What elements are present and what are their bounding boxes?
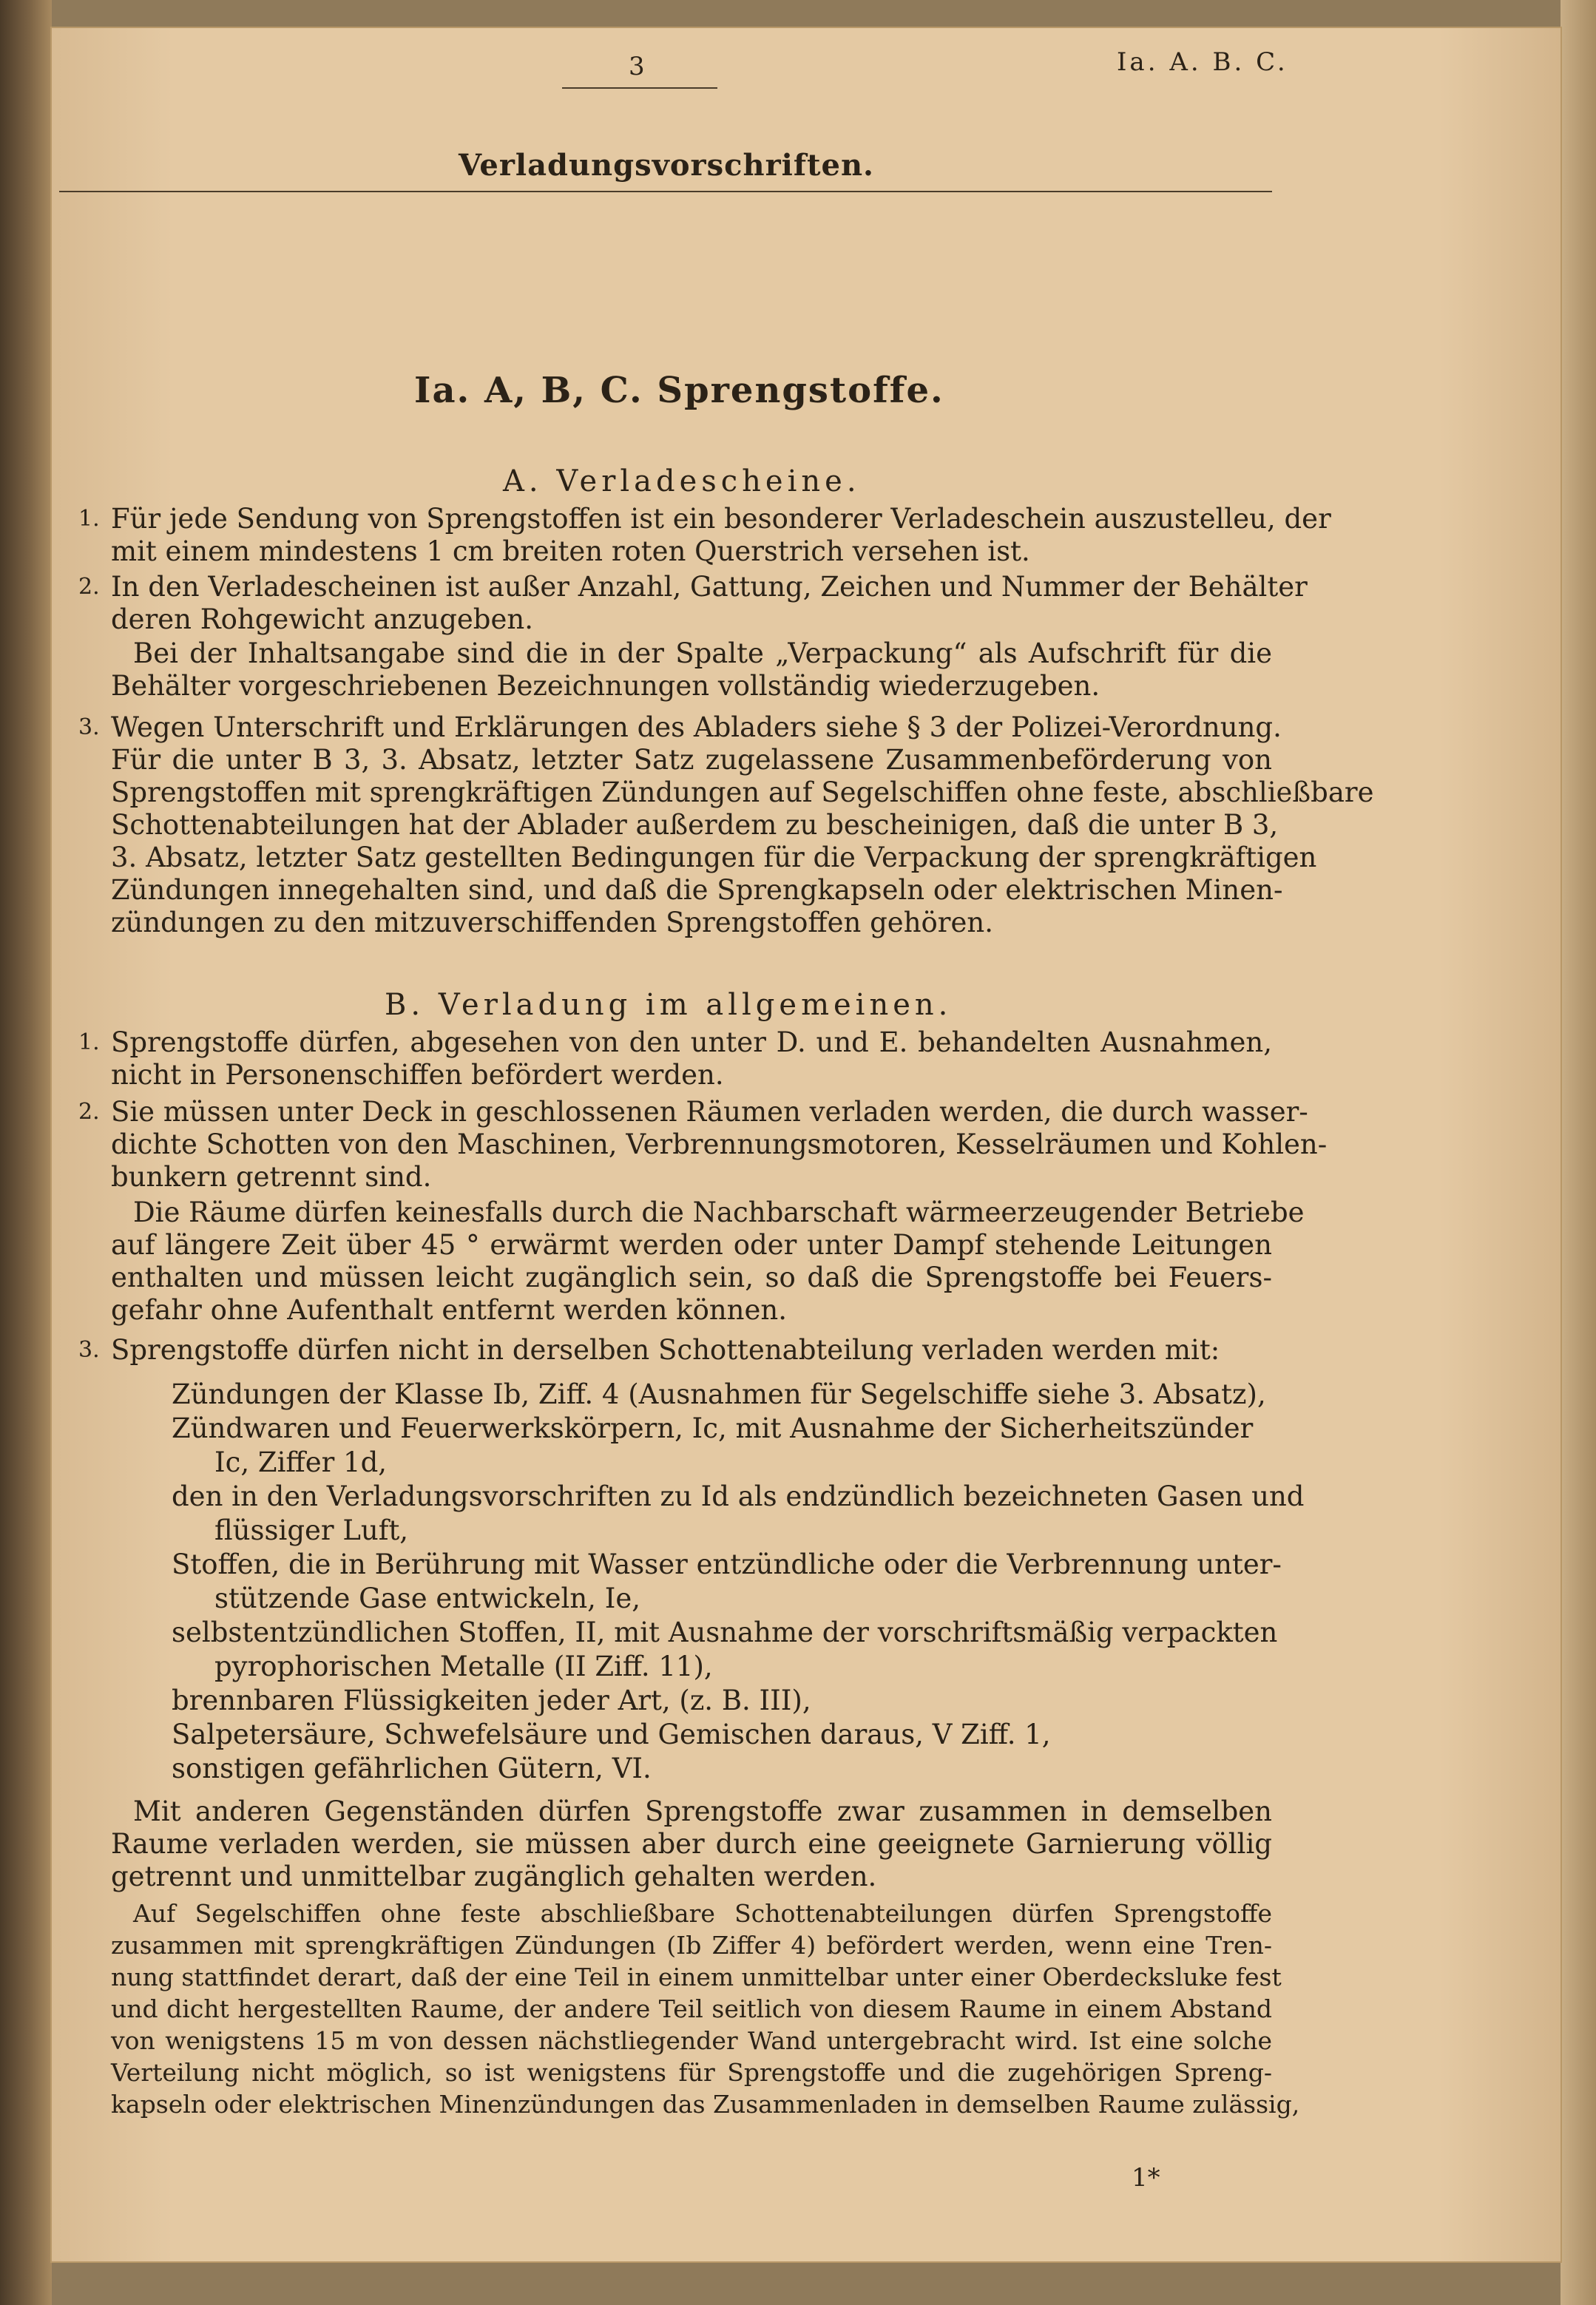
text-line: Sprengstoffe dürfen, abgesehen von den unter D. und E. behandelten Ausnahmen, xyxy=(111,1026,1272,1058)
item-number: 2. xyxy=(78,1099,100,1125)
text-line: Wegen Unterschrift und Erklärungen des Abladers siehe § 3 der Polizei-Verordnung. xyxy=(111,711,1282,743)
section-b-item-3 xyxy=(78,1334,1272,1367)
text-line: Die Räume dürfen keinesfalls durch die Nachbarschaft wärmeerzeugender Betriebe xyxy=(133,1196,1305,1228)
section-a-item-3 xyxy=(78,711,1374,939)
section-code: Ia. A. B. C. xyxy=(1117,47,1288,77)
section-a-item-2-continued xyxy=(111,637,1272,703)
text-line: Behälter vorgeschriebenen Bezeichnungen vollständig wiederzugeben. xyxy=(111,670,1100,702)
item-number: 2. xyxy=(78,574,100,600)
list-item: sonstigen gefährlichen Gütern, VI. xyxy=(172,1753,652,1784)
closing-paragraph-1 xyxy=(111,1795,1272,1893)
closing-paragraph-2 xyxy=(111,1898,1300,2120)
text-line: Sprengstoffe dürfen nicht in derselben Schottenabteilung verladen werden mit: xyxy=(111,1334,1220,1366)
header-rule xyxy=(59,191,1272,192)
list-item: stützende Gase entwickeln, Ie, xyxy=(214,1583,640,1614)
text-line: enthalten und müssen leicht zugänglich sein, so daß die Sprengstoffe bei Feuers- xyxy=(111,1262,1272,1293)
text-line: Bei der Inhaltsangabe sind die in der Spalte „Verpackung“ als Aufschrift für die xyxy=(133,637,1272,669)
text-line: Für die unter B 3, 3. Absatz, letzter Satz zugelassene Zusammenbeförderung von xyxy=(111,744,1272,776)
text-line: getrennt und unmittelbar zugänglich gehalten werden. xyxy=(111,1861,877,1892)
text-line: Sie müssen unter Deck in geschlossenen Räumen verladen werden, die durch wasser- xyxy=(111,1096,1308,1128)
section-a-item-2 xyxy=(78,571,1308,636)
section-a-heading: A. Verladescheine. xyxy=(503,464,861,498)
item-number: 3. xyxy=(78,714,100,740)
section-a-item-1 xyxy=(78,503,1331,568)
section-b-item-1 xyxy=(78,1026,1272,1091)
text-line: kapseln oder elektrischen Minenzündungen das Zusammenladen in demselben Raume zulässig, xyxy=(111,2090,1300,2119)
text-line: gefahr ohne Aufenthalt entfernt werden können. xyxy=(111,1294,787,1326)
list-item: selbstentzündlichen Stoffen, II, mit Ausnahme der vorschriftsmäßig verpackten xyxy=(172,1617,1278,1648)
list-item: flüssiger Luft, xyxy=(214,1514,409,1546)
text-line: zusammen mit sprengkräftigen Zündungen (Ib Ziffer 4) befördert werden, wenn eine Tren- xyxy=(111,1931,1272,1960)
page-number-rule xyxy=(562,87,717,89)
item-number: 1. xyxy=(78,1029,100,1055)
list-item: pyrophorischen Metalle (II Ziff. 11), xyxy=(214,1651,713,1682)
text-line: Sprengstoffen mit sprengkräftigen Zündungen auf Segelschiffen ohne feste, abschließbare xyxy=(111,776,1374,808)
signature-mark: 1* xyxy=(1132,2163,1160,2193)
section-b-item-2 xyxy=(78,1096,1328,1194)
text-line: bunkern getrennt sind. xyxy=(111,1161,432,1193)
list-item: Stoffen, die in Berührung mit Wasser entzündliche oder die Verbrennung unter- xyxy=(172,1548,1282,1580)
book-spine xyxy=(0,0,52,2305)
list-item: Zündwaren und Feuerwerkskörpern, Ic, mit Ausnahme der Sicherheitszünder xyxy=(172,1412,1254,1444)
text-line: nicht in Personenschiffen befördert werden. xyxy=(111,1059,724,1091)
item-number: 1. xyxy=(78,506,100,532)
text-line: In den Verladescheinen ist außer Anzahl, Gattung, Zeichen und Nummer der Behälter xyxy=(111,571,1308,603)
text-line: Schottenabteilungen hat der Ablader außerdem zu bescheinigen, daß die unter B 3, xyxy=(111,809,1279,841)
section-b-heading: B. Verladung im allgemeinen. xyxy=(385,988,953,1022)
main-heading: Ia. A, B, C. Sprengstoffe. xyxy=(414,370,944,411)
text-line: Raume verladen werden, sie müssen aber durch eine geeignete Garnierung völlig xyxy=(111,1828,1272,1860)
list-item: brennbaren Flüssigkeiten jeder Art, (z. B. III), xyxy=(172,1685,811,1716)
page-edge xyxy=(1561,0,1596,2305)
text-line: mit einem mindestens 1 cm breiten roten Querstrich versehen ist. xyxy=(111,535,1030,567)
list-item: Zündungen der Klasse Ib, Ziff. 4 (Ausnahmen für Segelschiffe siehe 3. Absatz), xyxy=(172,1378,1266,1410)
text-line: dichte Schotten von den Maschinen, Verbrennungsmotoren, Kesselräumen und Kohlen- xyxy=(111,1128,1328,1160)
list-item: Ic, Ziffer 1d, xyxy=(214,1446,388,1478)
page-number: 3 xyxy=(629,52,645,81)
text-line: Zündungen innegehalten sind, und daß die Sprengkapseln oder elektrischen Minen- xyxy=(111,874,1283,906)
text-line: Für jede Sendung von Sprengstoffen ist ein besonderer Verladeschein auszustelleu, der xyxy=(111,503,1331,535)
text-line: und dicht hergestellten Raume, der andere Teil seitlich von diesem Raume in einem Abstand xyxy=(111,1994,1272,2023)
text-line: deren Rohgewicht anzugeben. xyxy=(111,603,533,635)
text-line: nung stattfindet derart, daß der eine Teil in einem unmittelbar unter einer Oberdecksluke fest xyxy=(111,1963,1282,1991)
list-item: Salpetersäure, Schwefelsäure und Gemischen daraus, V Ziff. 1, xyxy=(172,1719,1051,1750)
text-line: 3. Absatz, letzter Satz gestellten Bedingungen für die Verpackung der sprengkräftigen xyxy=(111,842,1317,873)
text-line: auf längere Zeit über 45 ° erwärmt werden oder unter Dampf stehende Leitungen xyxy=(111,1229,1272,1261)
text-line: Verteilung nicht möglich, so ist wenigstens für Sprengstoffe und die zugehörigen Spreng- xyxy=(111,2058,1272,2087)
list-item: den in den Verladungsvorschriften zu Id als endzündlich bezeichneten Gasen und xyxy=(172,1480,1305,1512)
text-line: Mit anderen Gegenständen dürfen Sprengstoffe zwar zusammen in demselben xyxy=(133,1795,1272,1827)
section-b-item-2-continued xyxy=(111,1196,1305,1327)
item-number: 3. xyxy=(78,1337,100,1363)
text-line: von wenigstens 15 m von dessen nächstliegender Wand untergebracht wird. Ist eine solche xyxy=(111,2026,1272,2055)
running-title: Verladungsvorschriften. xyxy=(459,148,874,183)
text-line: zündungen zu den mitzuverschiffenden Sprengstoffen gehören. xyxy=(111,907,993,938)
text-line: Auf Segelschiffen ohne feste abschließbare Schottenabteilungen dürfen Sprengstoffe xyxy=(133,1899,1272,1928)
